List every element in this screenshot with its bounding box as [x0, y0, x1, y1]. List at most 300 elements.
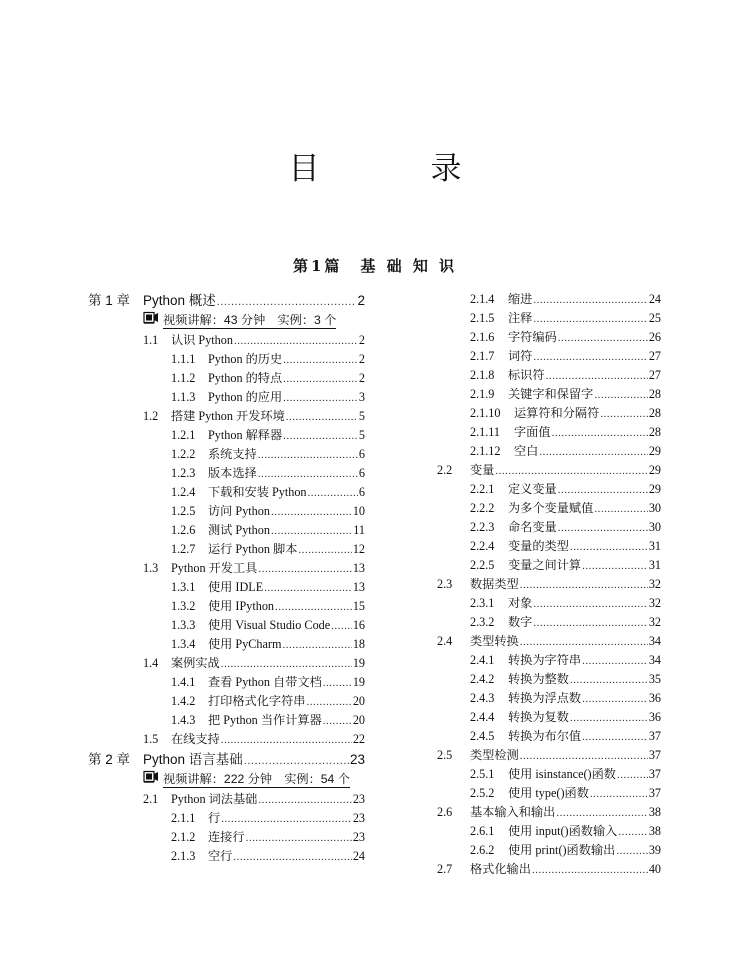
toc-title: 定义变量: [508, 482, 557, 496]
toc-subsection[interactable]: [88, 483, 365, 502]
toc-title: 运算符和分隔符: [514, 406, 600, 420]
toc-number: 2.5: [437, 748, 453, 762]
toc-number: 1.4.1: [171, 675, 196, 689]
toc-subsection[interactable]: [88, 673, 365, 692]
page-number: 29: [648, 482, 661, 496]
dot-leader: [258, 790, 351, 810]
toc-subsection[interactable]: [437, 404, 661, 423]
toc-section[interactable]: [437, 803, 661, 822]
toc-number: 1.2.7: [171, 542, 196, 556]
toc-number: 2.3.2: [470, 615, 495, 629]
toc-section[interactable]: [437, 575, 661, 594]
toc-number: 2.4.4: [470, 710, 495, 724]
page-number: 23: [349, 752, 365, 767]
page-number: 16: [352, 618, 365, 632]
toc-title: Python 的历史: [208, 352, 283, 366]
toc-number: 2.7: [437, 862, 453, 876]
page-number: 34: [648, 634, 661, 648]
toc-number: 1.2.5: [171, 504, 196, 518]
page-number: 38: [648, 824, 661, 838]
video-book-icon: [143, 770, 159, 783]
toc-title: 词符: [508, 349, 533, 363]
page-number: 32: [648, 577, 661, 591]
toc-title: 类型转换: [470, 634, 519, 648]
toc-number: 2.1: [143, 792, 159, 806]
page-title: 目 录: [288, 151, 502, 187]
toc-title: 转换为浮点数: [508, 691, 582, 705]
page-number: 37: [648, 748, 661, 762]
video-info-text: 视频讲解：43 分钟 实例：3 个: [163, 313, 337, 327]
toc-subsection[interactable]: [437, 651, 661, 670]
page-number: 28: [648, 406, 661, 420]
toc-subsection[interactable]: [88, 502, 365, 521]
toc-subsection[interactable]: [437, 423, 661, 442]
toc-number: 2.3: [437, 577, 453, 591]
video-info: [88, 770, 365, 790]
toc-number: 1.4: [143, 656, 159, 670]
toc-title: 访问 Python: [208, 504, 270, 518]
page-number: 25: [648, 311, 661, 325]
toc-title: 变量: [470, 463, 495, 477]
page-number: 11: [353, 523, 365, 537]
toc-number: 2.4: [437, 634, 453, 648]
dot-leader: [558, 480, 648, 500]
toc-subsection[interactable]: [88, 540, 365, 559]
page-number: 39: [648, 843, 661, 857]
toc-title: 标识符: [508, 368, 545, 382]
dot-leader: [533, 290, 647, 310]
dot-leader: [217, 290, 357, 313]
dot-leader: [570, 537, 648, 557]
toc-title: Python 概述: [143, 293, 216, 308]
toc-title: 版本选择: [208, 466, 257, 480]
video-info-text: 视频讲解：222 分钟 实例：54 个: [163, 772, 350, 786]
dot-leader: [234, 331, 358, 351]
page-number: 13: [352, 580, 365, 594]
dot-leader: [282, 635, 351, 655]
toc-number: 2.1.2: [171, 830, 196, 844]
toc-subsection[interactable]: [437, 556, 661, 575]
toc-number: 1.1: [143, 333, 159, 347]
toc-subsection[interactable]: [88, 692, 365, 711]
page-number: 24: [648, 292, 661, 306]
toc-subsection[interactable]: [88, 445, 365, 464]
dot-leader: [258, 559, 351, 579]
page-number: 5: [358, 428, 365, 442]
toc-number: 2.2.1: [470, 482, 495, 496]
toc-title: 打印格式化字符串: [208, 694, 306, 708]
page-number: 6: [358, 447, 365, 461]
toc-title: Python 的特点: [208, 371, 283, 385]
toc-subsection[interactable]: [437, 670, 661, 689]
toc-title: 命名变量: [508, 520, 557, 534]
toc-chapter[interactable]: [88, 749, 365, 770]
toc-number: 2.4.2: [470, 672, 495, 686]
toc-number: 2.2.5: [470, 558, 495, 572]
toc-title: 使用 type()函数: [508, 786, 589, 800]
toc-number: 1.2.3: [171, 466, 196, 480]
toc-title: 使用 IPython: [208, 599, 275, 613]
toc-subsection[interactable]: [88, 578, 365, 597]
page-number: 30: [648, 501, 661, 515]
toc-number: 2.1.5: [470, 311, 495, 325]
toc-number: 1.3: [143, 561, 159, 575]
toc-number: 2.1.6: [470, 330, 495, 344]
toc-subsection[interactable]: [437, 480, 661, 499]
toc-subsection[interactable]: [437, 708, 661, 727]
toc-number: 第 1 章: [88, 293, 131, 308]
toc-subsection[interactable]: [88, 350, 365, 369]
dot-leader: [286, 407, 358, 427]
toc-number: 1.5: [143, 732, 159, 746]
dot-leader: [221, 809, 352, 829]
toc-number: 1.1.2: [171, 371, 196, 385]
dot-leader: [618, 822, 647, 842]
page-number: 32: [648, 615, 661, 629]
toc-section[interactable]: [88, 654, 365, 673]
toc-title: 查看 Python 自带文档: [208, 675, 322, 689]
dot-leader: [552, 423, 648, 443]
toc-title: 案例实战: [171, 656, 220, 670]
toc-title: 使用 input()函数输入: [508, 824, 618, 838]
dot-leader: [570, 670, 648, 690]
toc-number: 2.6.1: [470, 824, 495, 838]
toc-title: 运行 Python 脚本: [208, 542, 298, 556]
dot-leader: [594, 499, 648, 519]
page-number: 23: [352, 830, 365, 844]
toc-title: Python 词法基础: [171, 792, 258, 806]
toc-number: 2.2.3: [470, 520, 495, 534]
toc-subsection[interactable]: [437, 366, 661, 385]
dot-leader: [244, 749, 349, 772]
page-number: 20: [352, 713, 365, 727]
toc-title: Python 解释器: [208, 428, 283, 442]
toc-subsection[interactable]: [437, 689, 661, 708]
toc-subsection[interactable]: [437, 328, 661, 347]
dot-leader: [495, 461, 647, 481]
dot-leader: [582, 651, 648, 671]
dot-leader: [246, 828, 352, 848]
toc-section[interactable]: [88, 407, 365, 426]
toc-subsection[interactable]: [437, 385, 661, 404]
toc-left-column: [88, 290, 365, 866]
page-number: 22: [352, 732, 365, 746]
toc-number: 2.2.2: [470, 501, 495, 515]
toc-subsection[interactable]: [437, 765, 661, 784]
dot-leader: [556, 803, 648, 823]
page-number: 28: [648, 425, 661, 439]
dot-leader: [271, 502, 352, 522]
page-number: 37: [648, 786, 661, 800]
toc-title: 转换为布尔值: [508, 729, 582, 743]
toc-title: 测试 Python: [208, 523, 270, 537]
toc-subsection[interactable]: [437, 841, 661, 860]
toc-number: 2.1.3: [171, 849, 196, 863]
toc-title: 注释: [508, 311, 533, 325]
toc-number: 2.2.4: [470, 539, 495, 553]
dot-leader: [264, 578, 352, 598]
dot-leader: [582, 689, 648, 709]
dot-leader: [600, 404, 648, 424]
dot-leader: [617, 765, 648, 785]
toc-number: 2.1.4: [470, 292, 495, 306]
toc-number: 1.2.2: [171, 447, 196, 461]
toc-title: 字面值: [514, 425, 551, 439]
toc-title: 字符编码: [508, 330, 557, 344]
dot-leader: [590, 784, 648, 804]
page-number: 24: [352, 849, 365, 863]
dot-leader: [283, 350, 358, 370]
toc-title: 转换为复数: [508, 710, 569, 724]
toc-subsection[interactable]: [437, 784, 661, 803]
toc-subsection[interactable]: [88, 847, 365, 866]
toc-number: 2.5.2: [470, 786, 495, 800]
toc-number: 2.3.1: [470, 596, 495, 610]
toc-number: 2.1.7: [470, 349, 495, 363]
toc-title: 系统支持: [208, 447, 257, 461]
page-number: 3: [358, 390, 365, 404]
dot-leader: [323, 673, 352, 693]
toc-subsection[interactable]: [437, 442, 661, 461]
toc-subsection[interactable]: [88, 616, 365, 635]
toc-subsection[interactable]: [437, 822, 661, 841]
toc-title: 基本输入和输出: [470, 805, 556, 819]
toc-title: 连接行: [208, 830, 245, 844]
toc-title: 格式化输出: [470, 862, 531, 876]
toc-section[interactable]: [88, 730, 365, 749]
dot-leader: [271, 521, 352, 541]
toc-title: 下载和安装 Python: [208, 485, 307, 499]
toc-number: 2.4.1: [470, 653, 495, 667]
toc-number: 1.2: [143, 409, 159, 423]
page-number: 31: [648, 539, 661, 553]
toc-title: 在线支持: [171, 732, 220, 746]
dot-leader: [520, 746, 648, 766]
toc-subsection[interactable]: [88, 426, 365, 445]
toc-number: 2.1.11: [470, 425, 501, 439]
dot-leader: [616, 841, 648, 861]
toc-subsection[interactable]: [437, 499, 661, 518]
toc-subsection[interactable]: [437, 309, 661, 328]
toc-number: 1.2.4: [171, 485, 196, 499]
toc-title: 空白: [514, 444, 539, 458]
dot-leader: [570, 708, 648, 728]
dot-leader: [558, 518, 648, 538]
toc-section[interactable]: [88, 331, 365, 350]
page-number: 15: [352, 599, 365, 613]
toc-number: 第 2 章: [88, 752, 131, 767]
dot-leader: [533, 347, 647, 367]
toc-title: 对象: [508, 596, 533, 610]
toc-title: 使用 Visual Studio Code: [208, 618, 331, 632]
toc-section[interactable]: [437, 860, 661, 879]
dot-leader: [533, 613, 647, 633]
toc-title: 变量之间计算: [508, 558, 582, 572]
dot-leader: [233, 847, 351, 867]
toc-number: 1.1.3: [171, 390, 196, 404]
page-number: 13: [352, 561, 365, 575]
toc-title: 搭建 Python 开发环境: [171, 409, 285, 423]
page-number: 32: [648, 596, 661, 610]
page-number: 20: [352, 694, 365, 708]
page-number: 12: [352, 542, 365, 556]
toc-number: 1.3.1: [171, 580, 196, 594]
toc-subsection[interactable]: [88, 828, 365, 847]
toc-chapter[interactable]: [88, 290, 365, 311]
dot-leader: [298, 540, 351, 560]
page-number: 6: [358, 466, 365, 480]
toc-section[interactable]: [437, 746, 661, 765]
part-title: 第1篇 基 础 知 识: [292, 257, 458, 275]
page-number: 2: [358, 352, 365, 366]
toc-title: Python 的应用: [208, 390, 283, 404]
page-number: 19: [352, 675, 365, 689]
toc-subsection[interactable]: [437, 518, 661, 537]
dot-leader: [520, 575, 648, 595]
toc-title: 使用 print()函数输出: [508, 843, 616, 857]
page-number: 27: [648, 368, 661, 382]
toc-number: 1.3.4: [171, 637, 196, 651]
page-number: 34: [648, 653, 661, 667]
toc-number: 1.1.1: [171, 352, 196, 366]
toc-number: 2.1.9: [470, 387, 495, 401]
toc-subsection[interactable]: [88, 597, 365, 616]
dot-leader: [258, 445, 358, 465]
toc-title: 使用 PyCharm: [208, 637, 282, 651]
dot-leader: [533, 594, 647, 614]
toc-number: 2.4.5: [470, 729, 495, 743]
dot-leader: [283, 369, 358, 389]
dot-leader: [283, 426, 358, 446]
page-number: 37: [648, 729, 661, 743]
toc-title: 使用 IDLE: [208, 580, 264, 594]
toc-subsection[interactable]: [88, 521, 365, 540]
toc-title: Python 开发工具: [171, 561, 258, 575]
dot-leader: [594, 385, 648, 405]
toc-right-column: [437, 290, 661, 879]
toc-title: 类型检测: [470, 748, 519, 762]
page-number: 29: [648, 444, 661, 458]
page-number: 6: [358, 485, 365, 499]
toc-subsection[interactable]: [437, 594, 661, 613]
toc-number: 2.6.2: [470, 843, 495, 857]
page-number: 2: [357, 293, 365, 308]
toc-subsection[interactable]: [437, 347, 661, 366]
dot-leader: [275, 597, 352, 617]
toc-title: 把 Python 当作计算器: [208, 713, 322, 727]
dot-leader: [520, 632, 648, 652]
toc-number: 2.1.1: [171, 811, 196, 825]
toc-title: 数字: [508, 615, 533, 629]
toc-subsection[interactable]: [437, 537, 661, 556]
dot-leader: [539, 442, 647, 462]
video-info: [88, 311, 365, 331]
toc-subsection[interactable]: [437, 290, 661, 309]
page-number: 40: [648, 862, 661, 876]
toc-section[interactable]: [88, 790, 365, 809]
dot-leader: [323, 711, 352, 731]
dot-leader: [307, 692, 352, 712]
toc-subsection[interactable]: [88, 369, 365, 388]
page-number: 18: [352, 637, 365, 651]
toc-title: 缩进: [508, 292, 533, 306]
toc-title: 关键字和保留字: [508, 387, 594, 401]
toc-number: 2.5.1: [470, 767, 495, 781]
page-number: 19: [352, 656, 365, 670]
toc-number: 2.2: [437, 463, 453, 477]
page-number: 38: [648, 805, 661, 819]
dot-leader: [558, 328, 648, 348]
dot-leader: [331, 616, 352, 636]
toc-subsection[interactable]: [88, 388, 365, 407]
toc-section[interactable]: [437, 461, 661, 480]
toc-number: 1.4.2: [171, 694, 196, 708]
page-number: 5: [358, 409, 365, 423]
toc-number: 1.2.6: [171, 523, 196, 537]
toc-title: 使用 isinstance()函数: [508, 767, 616, 781]
dot-leader: [582, 727, 648, 747]
dot-leader: [221, 654, 352, 674]
toc-number: 1.3.3: [171, 618, 196, 632]
toc-number: 2.6: [437, 805, 453, 819]
page-number: 23: [352, 811, 365, 825]
toc-number: 2.1.12: [470, 444, 501, 458]
page-number: 27: [648, 349, 661, 363]
toc-subsection[interactable]: [437, 727, 661, 746]
page-number: 31: [648, 558, 661, 572]
toc-number: 2.4.3: [470, 691, 495, 705]
dot-leader: [283, 388, 358, 408]
dot-leader: [546, 366, 648, 386]
page-number: 23: [352, 792, 365, 806]
page-number: 37: [648, 767, 661, 781]
dot-leader: [308, 483, 358, 503]
toc-title: 数据类型: [470, 577, 519, 591]
toc-title: 转换为整数: [508, 672, 569, 686]
toc-title: 转换为字符串: [508, 653, 582, 667]
toc-subsection[interactable]: [437, 613, 661, 632]
page-number: 36: [648, 691, 661, 705]
toc-section[interactable]: [88, 559, 365, 578]
page-number: 2: [358, 333, 365, 347]
toc-title: Python 语言基础: [143, 752, 243, 767]
dot-leader: [258, 464, 358, 484]
dot-leader: [582, 556, 648, 576]
toc-subsection[interactable]: [88, 711, 365, 730]
dot-leader: [221, 730, 352, 750]
toc-title: 行: [208, 811, 221, 825]
page-number: 30: [648, 520, 661, 534]
toc-subsection[interactable]: [88, 635, 365, 654]
toc-title: 为多个变量赋值: [508, 501, 594, 515]
video-book-icon: [143, 311, 159, 324]
toc-subsection[interactable]: [88, 809, 365, 828]
page-number: 28: [648, 387, 661, 401]
dot-leader: [533, 309, 647, 329]
page-number: 10: [352, 504, 365, 518]
toc-number: 1.4.3: [171, 713, 196, 727]
toc-number: 1.2.1: [171, 428, 196, 442]
page-number: 26: [648, 330, 661, 344]
page-number: 2: [358, 371, 365, 385]
toc-number: 1.3.2: [171, 599, 196, 613]
page-number: 35: [648, 672, 661, 686]
toc-section[interactable]: [437, 632, 661, 651]
toc-subsection[interactable]: [88, 464, 365, 483]
toc-title: 认识 Python: [171, 333, 233, 347]
toc-number: 2.1.10: [470, 406, 501, 420]
toc-number: 2.1.8: [470, 368, 495, 382]
